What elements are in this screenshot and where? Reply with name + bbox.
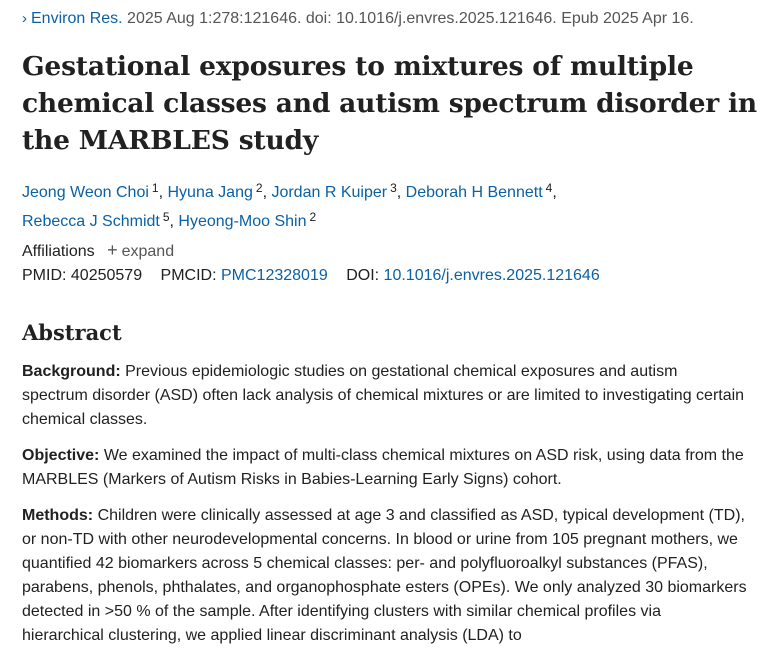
author-link[interactable]: Jeong Weon Choi xyxy=(22,184,149,201)
pmid-value: 40250579 xyxy=(70,267,143,284)
author-link[interactable]: Rebecca J Schmidt xyxy=(22,213,160,230)
chevron-right-icon: › xyxy=(22,10,27,27)
pmcid-label: PMCID: xyxy=(160,267,217,284)
abstract-methods xyxy=(22,504,747,648)
author-affiliation-number[interactable]: 3 xyxy=(390,181,397,195)
methods-text: Children were clinically assessed at age 3 and classified as ASD, typical development (TD), or non-TD with other neurodevelopmental concerns. In blood or urine from 105 pregnant mothers, we quantified 42 biomarkers across 5 chemical classes: per- and polyfluoroalkyl substances (PFAS), parabens, phenols, phthalates, and organophosphate esters (OPEs). We only analyzed 30 biomarkers detected in >50 % of the sample. After identifying clusters with similar chemical profiles via hierarchical clustering, we applied linear discriminant analysis (LDA) to xyxy=(22,507,747,644)
abstract-objective xyxy=(22,444,747,492)
pmcid-link[interactable]: PMC12328019 xyxy=(221,267,328,284)
citation-details: 2025 Aug 1:278:121646. doi: 10.1016/j.envres.2025.121646. Epub 2025 Apr 16. xyxy=(127,10,694,27)
author-affiliation-number[interactable]: 4 xyxy=(545,181,553,195)
author-link[interactable]: Hyuna Jang xyxy=(167,184,253,201)
affiliations-toggle[interactable] xyxy=(22,239,174,263)
affiliations-label: Affiliations xyxy=(22,243,95,260)
author-link[interactable]: Hyeong-Moo Shin xyxy=(178,213,307,230)
author-link[interactable]: Deborah H Bennett xyxy=(405,184,543,201)
methods-label: Methods: xyxy=(22,507,94,524)
expand-label: expand xyxy=(121,243,175,260)
author-affiliation-number[interactable]: 5 xyxy=(162,210,170,224)
article-title: Gestational exposures to mixtures of multiple chemical classes and autism spectrum disorder in the MARBLES study xyxy=(22,51,757,156)
author-affiliation-number[interactable]: 2 xyxy=(309,210,317,224)
citation-line xyxy=(22,10,694,28)
plus-icon: + xyxy=(107,240,118,260)
journal-link[interactable]: Environ Res. xyxy=(31,10,123,27)
background-label: Background: xyxy=(22,363,121,380)
doi-link[interactable]: 10.1016/j.envres.2025.121646 xyxy=(383,267,600,284)
author-list: Jeong Weon Choi $^1$, Hyuna Jang $^2$, Jordan R Kuiper $^3$, Deborah H Bennett $^4$, Rebecca J Schmidt $^5$, Hyeong-Moo Shin $^2$ xyxy=(22,181,557,230)
background-text: Previous epidemiologic studies on gestational chemical exposures and autism spectrum disorder (ASD) often lack analysis of chemical mixtures or are limited to investigating certain chemical classes. xyxy=(22,363,745,428)
pmid-label: PMID: xyxy=(22,267,67,284)
objective-label: Objective: xyxy=(22,447,100,464)
doi-label: DOI: xyxy=(346,267,380,284)
author-link[interactable]: Jordan R Kuiper xyxy=(271,184,388,201)
expand-button[interactable] xyxy=(107,240,175,260)
abstract-background xyxy=(22,360,747,432)
objective-text: We examined the impact of multi-class chemical mixtures on ASD risk, using data from the MARBLES (Markers of Autism Risks in Babies-Learning Early Signs) cohort. xyxy=(22,447,744,488)
abstract-heading: Abstract xyxy=(22,320,122,345)
identifiers xyxy=(22,265,600,287)
author-affiliation-number[interactable]: 1 xyxy=(151,181,159,195)
author-affiliation-number[interactable]: 2 xyxy=(255,181,263,195)
